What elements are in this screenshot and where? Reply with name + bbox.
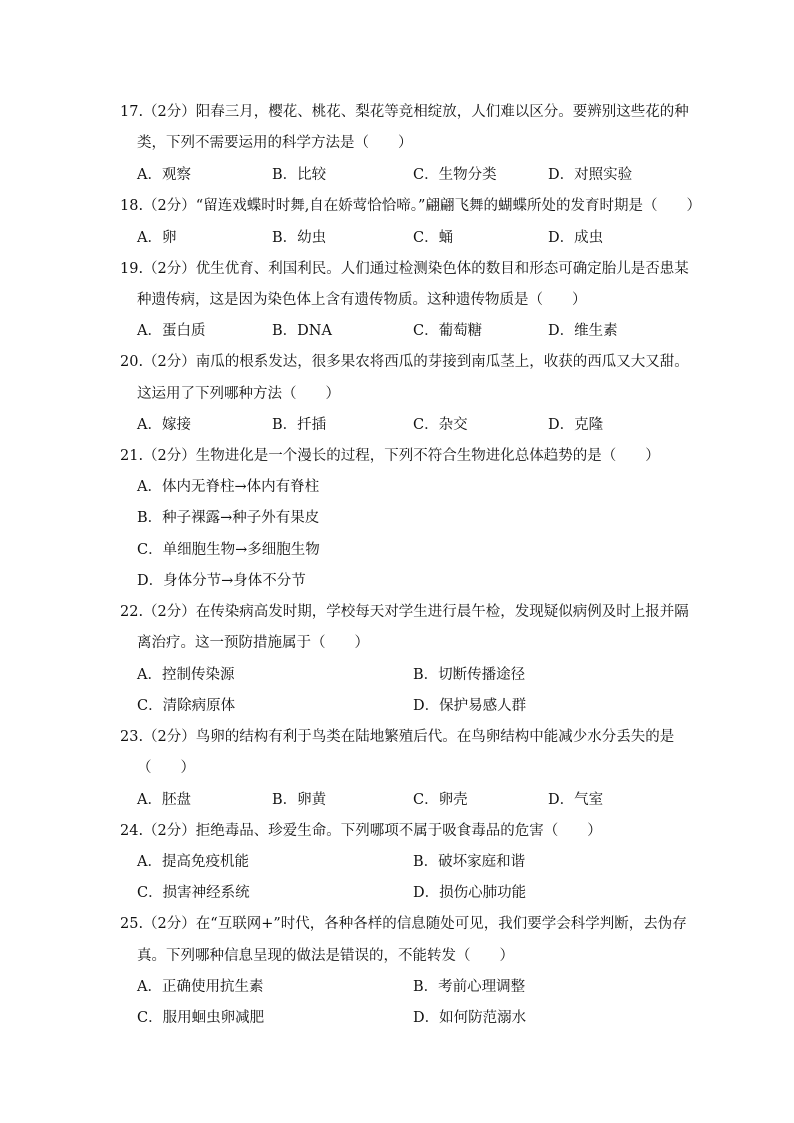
question-19-option-a: A．蛋白质 <box>137 323 206 339</box>
question-23-option-a: A．胚盘 <box>137 792 191 808</box>
question-17-option-a: A．观察 <box>137 167 191 183</box>
question-17-option-b: B．比较 <box>272 167 327 183</box>
question-19-line-2: 种遗传病，这是因为染色体上含有遗传物质。这种遗传物质是（ ） <box>137 292 587 308</box>
question-24-option-a: A．提高免疫机能 <box>137 854 249 870</box>
question-20-option-a: A．嫁接 <box>137 417 191 433</box>
question-23-option-c: C．卵壳 <box>413 792 468 808</box>
question-24-option-c: C．损害神经系统 <box>137 885 250 901</box>
question-25-line-1: 25.（2分）在“互联网+”时代，各种各样的信息随处可见，我们要学会科学判断，去伪存 <box>120 916 687 932</box>
question-20-option-c: C．杂交 <box>413 417 468 433</box>
question-21-option-a: A．体内无脊柱→体内有脊柱 <box>137 479 320 495</box>
question-17-line-1: 17.（2分）阳春三月，樱花、桃花、梨花等竞相绽放，人们难以区分。要辨别这些花的种 <box>120 104 689 120</box>
question-21-line-1: 21.（2分）生物进化是一个漫长的过程，下列不符合生物进化总体趋势的是（ ） <box>120 448 660 464</box>
question-24-option-d: D．损伤心肺功能 <box>413 885 527 901</box>
question-20-line-1: 20.（2分）南瓜的根系发达，很多果农将西瓜的芽接到南瓜茎上，收获的西瓜又大又甜。 <box>120 354 689 370</box>
question-17-line-2: 类，下列不需要运用的科学方法是（ ） <box>137 135 413 151</box>
question-18-option-d: D．成虫 <box>548 230 604 246</box>
question-19-option-c: C．葡萄糖 <box>413 323 483 339</box>
question-19-option-d: D．维生素 <box>548 323 618 339</box>
question-23-line-2: （ ） <box>137 760 195 776</box>
question-23-option-d: D．气室 <box>548 792 604 808</box>
question-22-option-a: A．控制传染源 <box>137 667 235 683</box>
question-18-line-1: 18.（2分）“留连戏蝶时时舞,自在娇莺恰恰啼。”翩翩飞舞的蝴蝶所处的发育时期是（ ） <box>120 198 701 214</box>
question-22-line-2: 离治疗。这一预防措施属于（ ） <box>137 635 369 651</box>
question-25-option-a: A．正确使用抗生素 <box>137 979 264 995</box>
question-23-line-1: 23.（2分）鸟卵的结构有利于鸟类在陆地繁殖后代。在鸟卵结构中能减少水分丢失的是 <box>120 729 675 745</box>
question-21-option-d: D．身体分节→身体不分节 <box>137 573 306 589</box>
question-23-option-b: B．卵黄 <box>272 792 327 808</box>
question-19-line-1: 19.（2分）优生优育、利国利民。人们通过检测染色体的数目和形态可确定胎儿是否患某 <box>120 261 689 277</box>
question-18-option-b: B．幼虫 <box>272 230 327 246</box>
question-22-option-c: C．清除病原体 <box>137 698 236 714</box>
question-20-option-b: B．扦插 <box>272 417 327 433</box>
question-19-option-b: B．DNA <box>272 323 332 339</box>
question-24-line-1: 24.（2分）拒绝毒品、珍爱生命。下列哪项不属于吸食毒品的危害（ ） <box>120 823 602 839</box>
question-18-option-a: A．卵 <box>137 230 177 246</box>
question-18-option-c: C．蛹 <box>413 230 454 246</box>
question-25-line-2: 真。下列哪种信息呈现的做法是错误的，不能转发（ ） <box>137 948 514 964</box>
question-20-line-2: 这运用了下列哪种方法（ ） <box>137 386 340 402</box>
question-22-option-d: D．保护易感人群 <box>413 698 527 714</box>
question-22-option-b: B．切断传播途径 <box>413 667 526 683</box>
question-25-option-d: D．如何防范溺水 <box>413 1010 527 1026</box>
question-24-option-b: B．破坏家庭和谐 <box>413 854 526 870</box>
question-17-option-d: D．对照实验 <box>548 167 633 183</box>
question-22-line-1: 22.（2分）在传染病高发时期，学校每天对学生进行晨午检，发现疑似病例及时上报并隔 <box>120 604 689 620</box>
question-21-option-b: B．种子裸露→种子外有果皮 <box>137 510 320 526</box>
question-25-option-c: C．服用蛔虫卵减肥 <box>137 1010 265 1026</box>
question-25-option-b: B．考前心理调整 <box>413 979 526 995</box>
question-17-option-c: C．生物分类 <box>413 167 497 183</box>
question-20-option-d: D．克隆 <box>548 417 604 433</box>
question-21-option-c: C．单细胞生物→多细胞生物 <box>137 542 320 558</box>
